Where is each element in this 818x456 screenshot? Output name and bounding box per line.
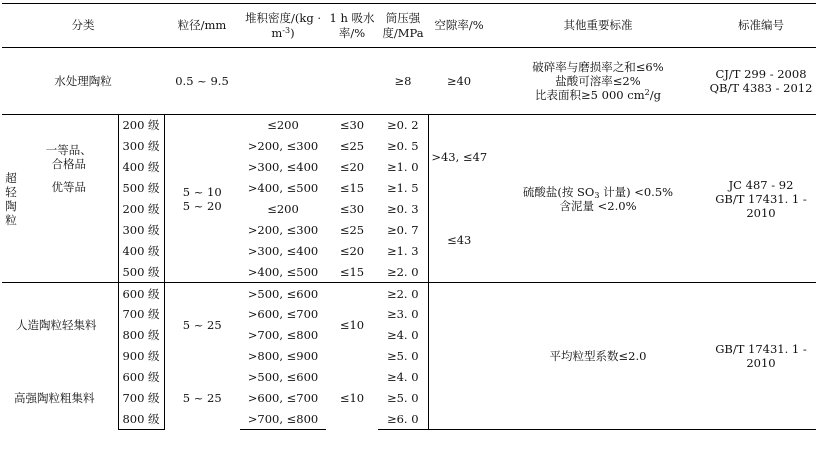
density-cell: >500, ≤600 — [240, 283, 326, 304]
ultralight-porosity-a: >43, ≤47 — [431, 149, 488, 164]
absorption-cell: ≤15 — [339, 181, 365, 196]
ultralight-group-char: 超 — [5, 170, 17, 185]
water-treatment-other-line3 — [492, 88, 704, 102]
water-treatment-density — [240, 48, 326, 115]
grade-cell: 300 级 — [118, 136, 164, 157]
header-particle-size: 粒径/mm — [164, 4, 240, 48]
ultralight-other-line1 — [492, 185, 704, 199]
header-row — [2, 4, 816, 48]
ultralight-size-line1: 5 ~ 10 — [182, 184, 222, 199]
strength-cell: ≥4. 0 — [378, 367, 428, 388]
ultralight-other-line1-sub: 3 — [594, 190, 600, 200]
artificial-aggregate-label: 人造陶粒轻集料 — [2, 283, 118, 367]
water-treatment-other-line1: 破碎率与磨损率之和≤6% — [532, 59, 664, 74]
ultralight-group-char: 粒 — [5, 212, 17, 227]
density-cell: >600, ≤700 — [247, 391, 319, 406]
high-strength-absorption: ≤10 — [339, 391, 365, 406]
grade-cell: 800 级 — [118, 325, 164, 346]
water-treatment-other-line2: 盐酸可溶率≤2% — [555, 73, 641, 88]
absorption-cell: ≤20 — [339, 160, 365, 175]
artificial-absorption: ≤10 — [326, 283, 378, 367]
header-category: 分类 — [2, 4, 164, 48]
ultralight-other-line2: 含泥量 <2.0% — [559, 198, 637, 213]
header-bulk-density-text: 堆积密度/(kg · m — [244, 11, 321, 40]
header-bulk-density — [240, 4, 326, 48]
water-treatment-absorption — [326, 48, 378, 115]
water-treatment-strength: ≥8 — [378, 48, 428, 115]
ultralight-std-line2: GB/T 17431. 1 - 2010 — [715, 191, 807, 220]
absorption-cell: ≤30 — [339, 202, 365, 216]
header-porosity: 空隙率/% — [428, 4, 490, 48]
strength-cell: ≥3. 0 — [378, 304, 428, 325]
high-strength-aggregate-label: 高强陶粒粗集料 — [14, 391, 95, 406]
density-cell: >800, ≤900 — [247, 349, 319, 364]
absorption-cell: ≤25 — [339, 222, 365, 237]
table-row — [2, 115, 816, 136]
artificial-size: 5 ~ 25 — [164, 283, 240, 367]
water-treatment-std-line1: CJ/T 299 - 2008 — [715, 66, 807, 81]
grade-cell: 600 级 — [118, 283, 164, 304]
water-treatment-other-line3-sup: 2 — [644, 88, 650, 97]
strength-cell: ≥0. 7 — [378, 219, 428, 240]
density-cell: >300, ≤400 — [247, 243, 319, 258]
superior-grade-text: 优等品 — [51, 180, 86, 195]
density-cell: >400, ≤500 — [247, 264, 319, 279]
density-cell: >700, ≤800 — [247, 328, 319, 343]
first-grade-line2: 合格品 — [51, 156, 86, 171]
ultralight-std-line1: JC 487 - 92 — [728, 177, 794, 192]
grade-cell: 700 级 — [118, 388, 164, 409]
water-treatment-std — [706, 48, 816, 115]
strength-cell: ≥5. 0 — [378, 388, 428, 409]
strength-cell: ≥1. 3 — [378, 240, 428, 261]
strength-cell: ≥4. 0 — [378, 325, 428, 346]
grade-cell: 400 级 — [118, 240, 164, 261]
water-treatment-row — [2, 48, 816, 115]
grade-cell: 500 级 — [118, 261, 164, 282]
header-bulk-density-tail: ) — [290, 25, 295, 40]
strength-cell: ≥0. 2 — [378, 115, 428, 136]
first-grade-line1: 一等品、 — [45, 142, 92, 157]
ultralight-group-char: 轻 — [5, 184, 17, 199]
grade-cell: 300 级 — [118, 219, 164, 240]
table-row — [2, 283, 816, 304]
header-standard-no: 标准编号 — [706, 4, 816, 48]
header-other-standards: 其他重要标准 — [490, 4, 706, 48]
header-water-absorption: 1 h 吸水率/% — [326, 4, 378, 48]
header-cylinder-strength: 筒压强度/MPa — [378, 4, 428, 48]
grade-cell: 800 级 — [118, 408, 164, 429]
density-cell: >700, ≤800 — [240, 408, 326, 429]
grade-cell: 400 级 — [118, 157, 164, 178]
water-treatment-other — [490, 48, 706, 115]
ultralight-std — [706, 115, 816, 283]
ultralight-other-line1-pre: 硫酸盐(按 SO — [522, 184, 595, 199]
high-strength-size: 5 ~ 25 — [182, 391, 222, 406]
density-cell: ≤200 — [267, 202, 299, 216]
strength-cell: ≥2. 0 — [378, 283, 428, 304]
density-cell: >200, ≤300 — [247, 222, 319, 237]
ultralight-porosity-b: ≤43 — [447, 233, 472, 248]
grade-cell: 200 级 — [118, 199, 164, 220]
aggregate-other: 平均粒型系数≤2.0 — [490, 283, 706, 430]
strength-cell: ≥1. 0 — [378, 157, 428, 178]
absorption-cell: ≤15 — [339, 264, 365, 279]
water-treatment-name: 水处理陶粒 — [2, 48, 164, 115]
ultralight-group-label — [2, 115, 20, 283]
density-cell: ≤200 — [267, 118, 299, 133]
water-treatment-std-line2: QB/T 4383 - 2012 — [709, 81, 813, 95]
ultralight-size-line2: 5 ~ 20 — [182, 198, 222, 213]
strength-cell: ≥0. 3 — [378, 199, 428, 220]
grade-cell: 500 级 — [118, 178, 164, 199]
ultralight-other — [490, 115, 706, 283]
strength-cell: ≥0. 5 — [378, 136, 428, 157]
absorption-cell: ≤25 — [339, 139, 365, 154]
absorption-cell: ≤30 — [339, 118, 365, 133]
grade-cell: 900 级 — [118, 346, 164, 367]
density-cell: >500, ≤600 — [247, 370, 319, 385]
water-treatment-size: 0.5 ~ 9.5 — [164, 48, 240, 115]
header-bulk-density-sup: -3 — [282, 25, 291, 35]
superior-grade-label — [20, 180, 118, 283]
strength-cell: ≥2. 0 — [378, 261, 428, 282]
density-cell: >600, ≤700 — [247, 307, 319, 322]
strength-cell: ≥5. 0 — [378, 346, 428, 367]
density-cell: >300, ≤400 — [247, 160, 319, 175]
ultralight-group-char: 陶 — [5, 198, 17, 213]
density-cell: >400, ≤500 — [247, 181, 319, 196]
strength-cell: ≥1. 5 — [378, 178, 428, 199]
grade-cell: 600 级 — [118, 367, 164, 388]
water-treatment-other-line3-post: /g — [649, 88, 661, 102]
grade-cell: 700 级 — [118, 304, 164, 325]
strength-cell: ≥6. 0 — [378, 408, 428, 429]
density-cell: >200, ≤300 — [247, 139, 319, 154]
absorption-cell: ≤20 — [339, 243, 365, 258]
grade-cell: 200 级 — [118, 115, 164, 136]
aggregate-std: GB/T 17431. 1 - 2010 — [706, 283, 816, 430]
ultralight-other-line1-post: 计量) <0.5% — [599, 184, 674, 199]
aggregate-porosity — [428, 283, 490, 430]
water-treatment-porosity: ≥40 — [428, 48, 490, 115]
water-treatment-other-line3-pre: 比表面积≥5 000 cm — [535, 88, 645, 102]
ceramsite-standards-table — [2, 3, 816, 430]
ultralight-size — [164, 115, 240, 283]
